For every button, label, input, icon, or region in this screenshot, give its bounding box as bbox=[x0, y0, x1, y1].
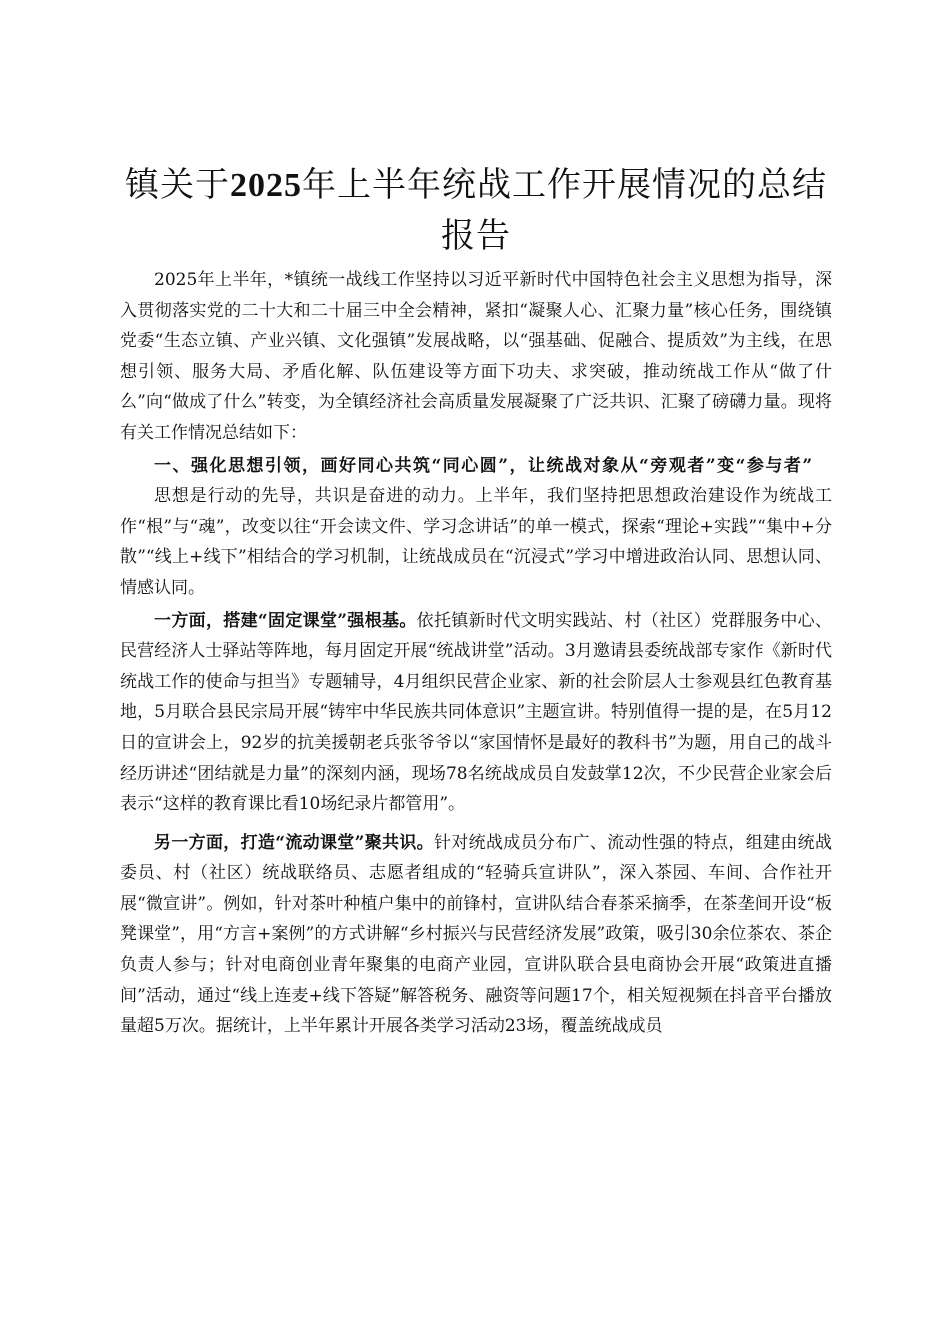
paragraph-3-lead: 另一方面，打造“流动课堂”聚共识。 bbox=[154, 832, 434, 853]
title-prefix: 镇关于 bbox=[125, 165, 230, 205]
body-paragraph-1: 思想是行动的先导，共识是奋进的动力。上半年，我们坚持把思想政治建设作为统战工作“根”与“魂”，改变以往“开会读文件、学习念讲话”的单一模式，探索“理论+实践”“集中+分散”“线上+线下”相结合的学习机制，让统战成员在“沉浸式”学习中增进政治认同、思想认同、情感认同。 bbox=[120, 486, 832, 598]
title-year: 2025 bbox=[230, 167, 302, 204]
section-heading-1: 一、强化思想引领，画好同心共筑“同心圆”，让统战对象从“旁观者”变“参与者” bbox=[154, 455, 814, 476]
document-page bbox=[120, 160, 832, 1042]
intro-paragraph: 2025年上半年，*镇统一战线工作坚持以习近平新时代中国特色社会主义思想为指导，深入贯彻落实党的二十大和二十届三中全会精神，紧扣“凝聚人心、汇聚力量”核心任务，围绕镇党委“生态立镇、产业兴镇、文化强镇”发展战略，以“强基础、促融合、提质效”为主线，在思想引领、服务大局、矛盾化解、队伍建设等方面下功夫、求突破，推动统战工作从“做了什么”向“做成了什么”转变，为全镇经济社会高质量发展凝聚了广泛共识、汇聚了磅礴力量。现将有关工作情况总结如下： bbox=[120, 270, 832, 443]
paragraph-2-body: 依托镇新时代文明实践站、村（社区）党群服务中心、民营经济人士驿站等阵地，每月固定开展“统战讲堂”活动。3月邀请县委统战部专家作《新时代统战工作的使命与担当》专题辅导，4月组织民营企业家、新的社会阶层人士参观县红色教育基地，5月联合县民宗局开展“铸牢中华民族共同体意识”主题宣讲。特别值得一提的是，在5月12日的宣讲会上，92岁的抗美援朝老兵张爷爷以“家国情怀是最好的教科书”为题，用自己的战斗经历讲述“团结就是力量”的深刻内涵，现场78名统战成员自发鼓掌12次，不少民营企业家会后表示“这样的教育课比看10场纪录片都管用”。 bbox=[120, 610, 833, 815]
title-suffix: 年上半年统战工作开展情况的总结报告 bbox=[302, 165, 827, 256]
body-paragraph-3 bbox=[120, 828, 832, 1042]
paragraph-2-lead: 一方面，搭建“固定课堂”强根基。 bbox=[154, 610, 417, 631]
body-paragraph-2 bbox=[120, 606, 832, 820]
paragraph-3-body: 针对统战成员分布广、流动性强的特点，组建由统战委员、村（社区）统战联络员、志愿者组成的“轻骑兵宣讲队”，深入茶园、车间、合作社开展“微宣讲”。例如，针对茶叶种植户集中的前锋村，宣讲队结合春茶采摘季，在茶垄间开设“板凳课堂”，用“方言+案例”的方式讲解“乡村振兴与民营经济发展”政策，吸引30余位茶农、茶企负责人参与；针对电商创业青年聚集的电商产业园，宣讲队联合县电商协会开展“政策进直播间”活动，通过“线上连麦+线下答疑”解答税务、融资等问题17个，相关短视频在抖音平台播放量超5万次。据统计，上半年累计开展各类学习活动23场，覆盖统战成员 bbox=[120, 832, 832, 1037]
document-title bbox=[120, 160, 832, 261]
